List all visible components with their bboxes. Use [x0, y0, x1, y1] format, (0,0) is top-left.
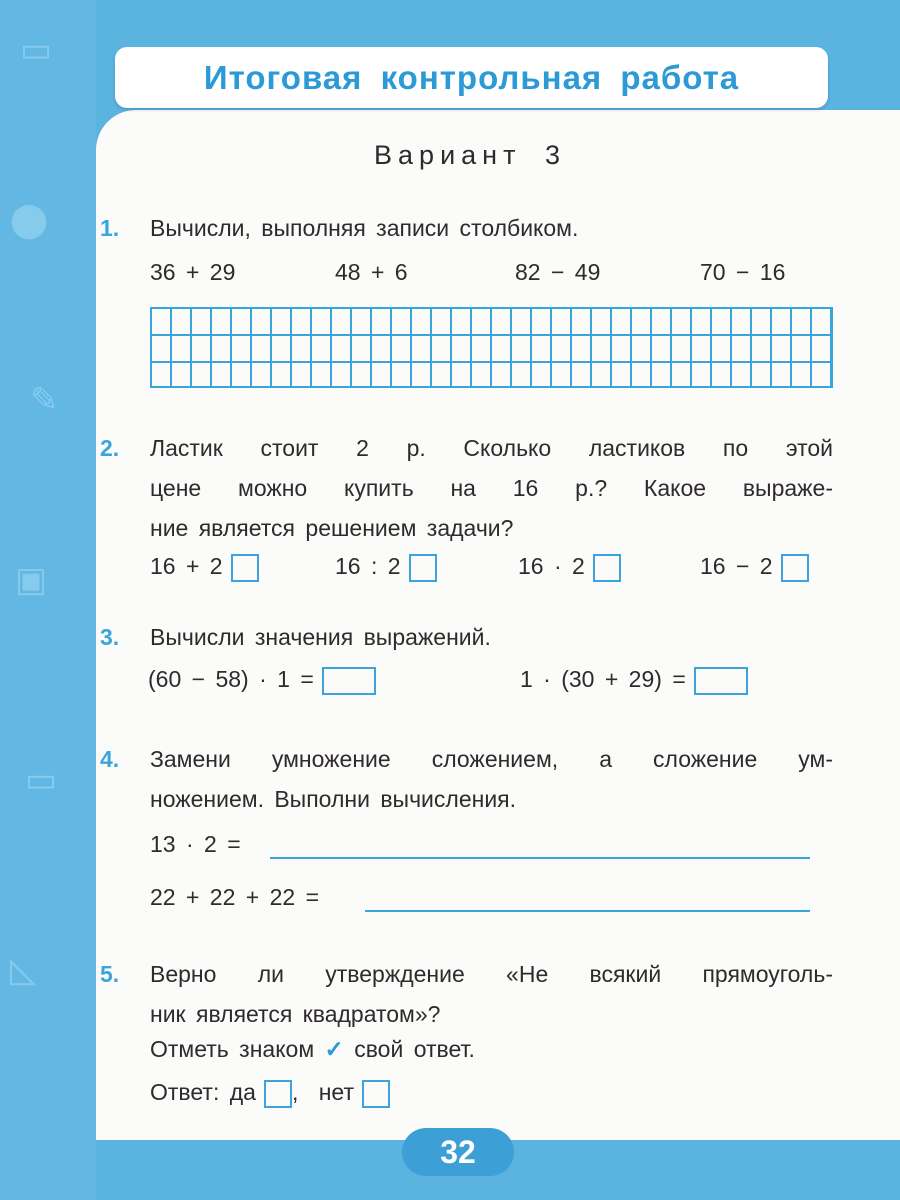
task-number: 4. [100, 746, 120, 772]
task-1-text: Вычисли, выполняя записи столбиком. [150, 215, 579, 241]
answer-checkbox[interactable] [231, 554, 259, 582]
page-title: Итоговая контрольная работа [115, 47, 828, 108]
answer-line[interactable] [270, 857, 810, 859]
answer-box[interactable] [694, 667, 748, 695]
option-label: 16 − 2 [700, 553, 773, 579]
expression: 13 · 2 = [150, 831, 241, 857]
task-5-line: Верно ли утверждение «Не всякий прямоуголь- [150, 961, 833, 987]
expression: 22 + 22 + 22 = [150, 884, 319, 910]
option-3 [518, 553, 621, 582]
pencil-icon: ✎ [30, 381, 59, 419]
task-2-line: ние является решением задачи? [150, 515, 514, 541]
task-5-line: ник является квадратом»? [150, 1001, 441, 1027]
instruction [150, 1036, 475, 1063]
ruler-icon: ◺ [10, 951, 37, 989]
answer-no-label: нет [318, 1079, 354, 1105]
task-2-line: цене можно купить на 16 р.? Какое выраже- [150, 475, 833, 501]
expression-row [520, 666, 748, 695]
answer-box[interactable] [322, 667, 376, 695]
answer-checkbox[interactable] [781, 554, 809, 582]
expression: 1 · (30 + 29) = [520, 666, 686, 692]
task-number: 2. [100, 435, 120, 461]
task-number: 5. [100, 961, 120, 987]
page-number: 32 [402, 1128, 514, 1176]
answer-yes-label: Ответ: да [150, 1079, 256, 1105]
instruction-text: Отметь знаком [150, 1036, 315, 1062]
answer-row [150, 1079, 390, 1108]
no-checkbox[interactable] [362, 1080, 390, 1108]
expression-row [148, 666, 376, 695]
task-4-line: ножением. Выполни вычисления. [150, 786, 517, 812]
expression: 82 − 49 [515, 259, 601, 285]
book-icon: ▭ [25, 761, 58, 799]
task-3-text: Вычисли значения выражений. [150, 624, 491, 650]
palette-icon: ⬤ [10, 201, 49, 239]
option-label: 16 + 2 [150, 553, 223, 579]
option-4 [700, 553, 809, 582]
yes-checkbox[interactable] [264, 1080, 292, 1108]
book-icon: ▭ [20, 31, 53, 69]
expression: 70 − 16 [700, 259, 786, 285]
option-label: 16 · 2 [518, 553, 585, 579]
answer-line[interactable] [365, 910, 810, 912]
task-number: 3. [100, 624, 120, 650]
comma: , [291, 1079, 299, 1105]
option-1 [150, 553, 259, 582]
checkmark-icon: ✓ [324, 1036, 344, 1062]
answer-checkbox[interactable] [409, 554, 437, 582]
option-label: 16 : 2 [335, 553, 401, 579]
instruction-text: свой ответ. [354, 1036, 475, 1062]
calculation-grid[interactable] [150, 307, 833, 388]
expression: (60 − 58) · 1 = [148, 666, 314, 692]
task-2-line: Ластик стоит 2 р. Сколько ластиков по этой [150, 435, 833, 461]
task-4-line: Замени умножение сложением, а сложение ум- [150, 746, 833, 772]
expression: 48 + 6 [335, 259, 408, 285]
variant-heading: Вариант 3 [374, 140, 566, 170]
task-number: 1. [100, 215, 120, 241]
decorative-left-strip [0, 0, 96, 1200]
answer-checkbox[interactable] [593, 554, 621, 582]
option-2 [335, 553, 437, 582]
expression: 36 + 29 [150, 259, 236, 285]
backpack-icon: ▣ [15, 561, 48, 599]
